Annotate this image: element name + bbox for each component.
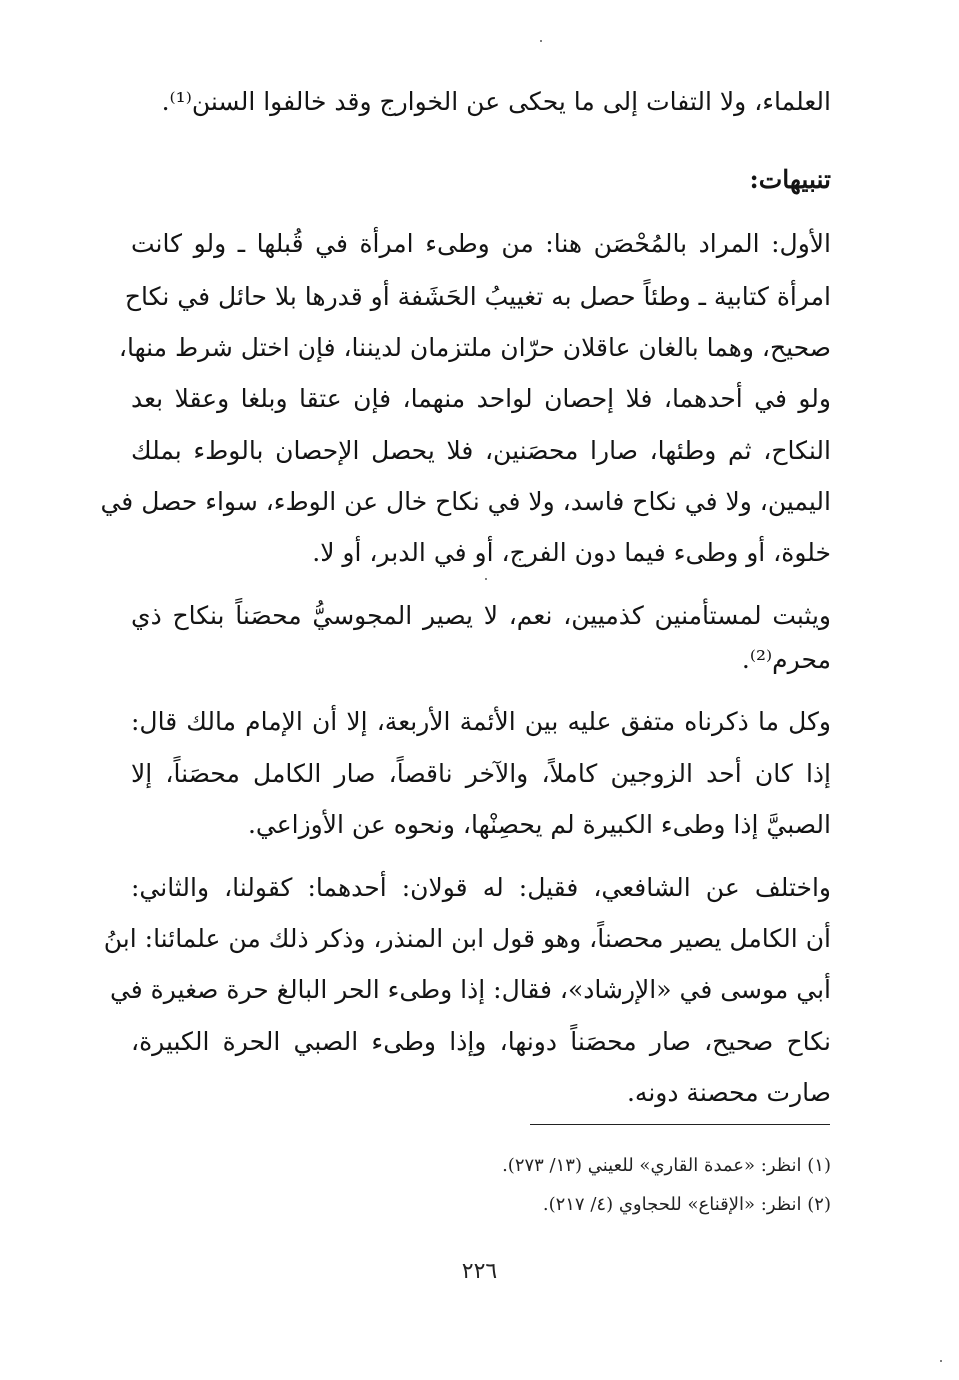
text-line: نكاح صحيح، صار محصَناً دونها، وإذا وطىء الصبي الحرة الكبيرة، [131,1027,831,1056]
text-line: وكل ما ذكرناه متفق عليه بين الأئمة الأربعة، إلا أن الإمام مالك قال: [131,707,831,736]
text-line: صحيح، وهما بالغان عاقلان حرّان ملتزمان لديننا، فإن اختل شرط منها، [118,333,831,362]
footnote-separator [530,1124,830,1125]
text-line: امرأة كتابية ـ وطئاً حصل به تغييبُ الحَشَفة أو قدرها بلا حائل في نكاح [124,282,831,311]
section-heading: تنبيهات: [749,165,831,194]
text-line: أن الكامل يصير محصناً، وهو قول ابن المنذر، وذكر ذلك من علمائنا: ابنُ [103,924,831,953]
text-line: العلماء، ولا التفات إلى ما يحكى عن الخوارج وقد خالفوا السنن⁽¹⁾. [161,87,831,116]
scan-speck [485,578,487,580]
text-line: أبي موسى في «الإرشاد»، فقال: إذا وطىء الحر البالغ حرة صغيرة في [109,975,831,1004]
text-line: ولو في أحدهما، فلا إحصان لواحد منهما، فإن عتقا وبلغا وعقلا بعد [131,384,831,413]
text-line: اليمين، ولا في نكاح فاسد، ولا في نكاح خال عن الوطء، سواء حصل في [100,487,831,516]
text-line: صارت محصنة دونه. [626,1078,831,1107]
scan-speck [940,1360,942,1362]
text-line: النكاح، ثم وطئها، صارا محصَنين، فلا يحصل الإحصان بالوطء بملك [131,436,831,465]
footnote: (٢) انظر: «الإقناع» للحجاوي (٤/ ٢١٧). [542,1194,831,1215]
text-line: واختلف عن الشافعي، فقيل: له قولان: أحدهما: كقولنا، والثاني: [131,873,831,902]
text-line: الصبيَّ إذا وطىء الكبيرة لم يحصِنْها، ونحوه عن الأوزاعي. [247,810,831,839]
text-line: إذا كان أحد الزوجين كاملاً، والآخر ناقصاً، صار الكامل محصَناً، إلا [131,759,831,788]
scan-speck [540,40,542,42]
footnote: (١) انظر: «عمدة القاري» للعيني (١٣/ ٢٧٣). [502,1155,831,1176]
text-line: خلوة، أو وطىء فيما دون الفرج، أو في الدبر، أو لا. [312,538,831,567]
text-line: محرم⁽²⁾. [741,645,831,674]
text-line: الأول: المراد بالمُحْصَن هنا: من وطىء امرأة في قُبلها ـ ولو كانت [131,229,831,258]
text-line: ويثبت لمستأمنين كذميين، نعم، لا يصير المجوسيُّ محصَناً بنكاح ذي [131,601,831,630]
page-number: ٢٢٦ [461,1259,498,1284]
